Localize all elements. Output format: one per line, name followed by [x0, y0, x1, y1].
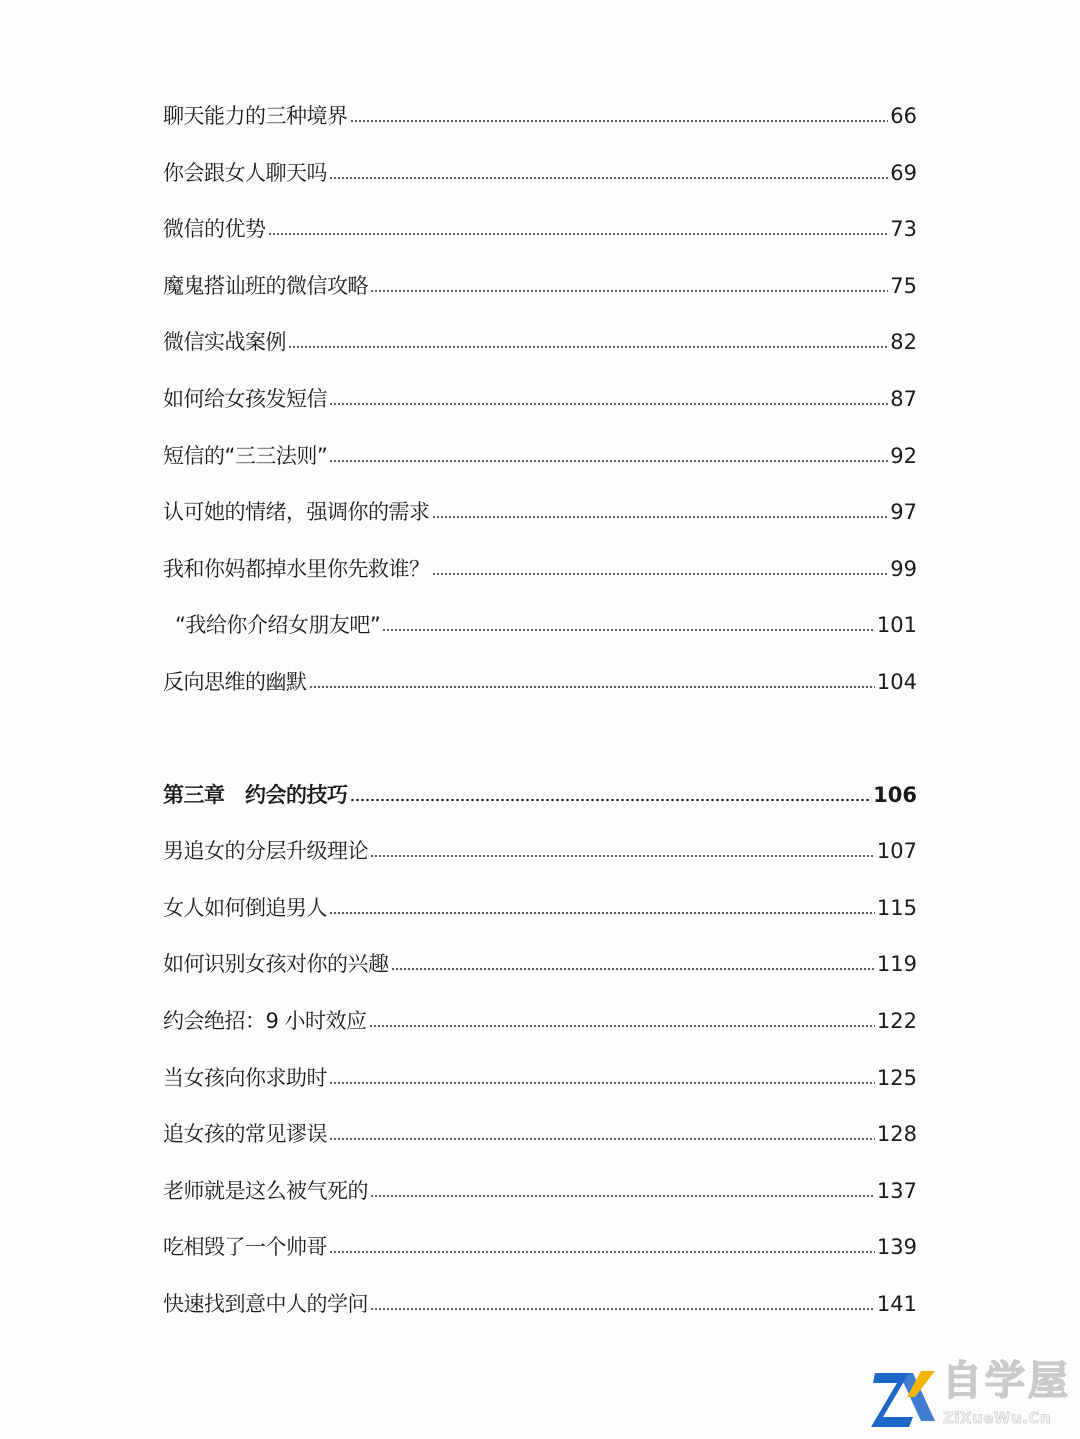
dot-leader [370, 1308, 875, 1310]
toc-entry-title: 女人如何倒追男人 [163, 895, 327, 920]
toc-entry-page: 125 [876, 1065, 917, 1090]
toc-entry[interactable] [163, 371, 917, 428]
toc-entry-title: 吃相毁了一个帅哥 [163, 1235, 327, 1260]
dot-leader [329, 177, 888, 179]
toc-entry-page: 66 [890, 104, 917, 128]
toc-entry-page: 82 [890, 330, 917, 355]
toc-entry-page: 104 [876, 669, 917, 694]
dot-leader [370, 855, 875, 857]
toc-entry-page: 119 [876, 952, 917, 977]
toc-entry-page: 99 [890, 556, 917, 581]
toc-entry[interactable] [163, 541, 917, 598]
toc-entry-page: 87 [890, 386, 917, 411]
toc-entry-title: 追女孩的常见谬误 [163, 1122, 327, 1147]
dot-leader [329, 460, 888, 462]
toc-entry[interactable] [163, 654, 917, 711]
toc-entry-title: 我和你妈都掉水里你先救谁？ [163, 556, 430, 581]
toc-entry-page: 107 [876, 839, 917, 864]
toc-entry-page: 92 [890, 443, 917, 468]
toc-entry[interactable] [163, 1106, 917, 1163]
toc-entry-page: 75 [890, 273, 917, 298]
toc-entry-title: 微信的优势 [163, 217, 266, 242]
dot-leader [288, 346, 888, 348]
toc-entry[interactable] [163, 1050, 917, 1107]
toc-entry[interactable] [163, 88, 917, 145]
toc-entry-title: 反向思维的幽默 [163, 669, 307, 694]
toc-chapter-heading[interactable] [163, 767, 917, 824]
chapter-page: 106 [873, 782, 917, 807]
toc-entry[interactable] [163, 258, 917, 315]
dot-leader [432, 516, 889, 518]
table-of-contents [163, 88, 917, 1332]
toc-entry-title: 当女孩向你求助时 [163, 1065, 327, 1090]
dot-leader [329, 1251, 875, 1253]
toc-entry-page: 141 [876, 1291, 917, 1316]
dot-leader [382, 629, 875, 631]
toc-entry-title: 聊天能力的三种境界 [163, 104, 348, 128]
toc-entry-page: 69 [890, 160, 917, 185]
watermark-brand: 自学屋 [942, 1357, 1071, 1404]
toc-entry-page: 128 [876, 1122, 917, 1147]
zx-logo-icon [869, 1365, 939, 1429]
dot-leader [369, 1025, 875, 1027]
dot-leader [370, 290, 888, 292]
dot-leader [432, 573, 889, 575]
toc-entry-page: 101 [876, 613, 917, 638]
toc-entry[interactable] [163, 1276, 917, 1333]
toc-entry-page: 115 [876, 895, 917, 920]
toc-entry[interactable] [163, 145, 917, 202]
toc-entry[interactable] [163, 484, 917, 541]
toc-entry[interactable] [163, 201, 917, 258]
toc-entry-page: 137 [876, 1178, 917, 1203]
dot-leader [350, 799, 872, 801]
toc-entry-title: 微信实战案例 [163, 330, 286, 355]
watermark-url: ZiXueWu.Cn [943, 1409, 1052, 1427]
dot-leader [329, 403, 888, 405]
dot-leader [329, 1138, 875, 1140]
dot-leader [309, 686, 875, 688]
dot-leader [329, 1082, 875, 1084]
toc-entry[interactable] [163, 993, 917, 1050]
toc-entry-title: “我给你介绍女朋友吧” [175, 613, 381, 638]
dot-leader [329, 912, 875, 914]
toc-entry[interactable] [163, 314, 917, 371]
toc-entry-title: 约会绝招：9 小时效应 [163, 1008, 367, 1033]
toc-entry-title: 如何给女孩发短信 [163, 386, 327, 411]
toc-entry[interactable] [163, 880, 917, 937]
dot-leader [370, 1195, 875, 1197]
chapter-title: 第三章 约会的技巧 [163, 782, 348, 807]
dot-leader [391, 968, 875, 970]
toc-entry-title: 快速找到意中人的学问 [163, 1291, 368, 1316]
toc-entry-title: 老师就是这么被气死的 [163, 1178, 368, 1203]
toc-entry-title: 认可她的情绪，强调你的需求 [163, 500, 430, 525]
toc-entry-title: 你会跟女人聊天吗 [163, 160, 327, 185]
toc-entry[interactable] [163, 936, 917, 993]
toc-entry-page: 139 [876, 1235, 917, 1260]
toc-entry[interactable] [163, 428, 917, 485]
toc-entry-title: 短信的“三三法则” [163, 443, 328, 468]
toc-entry-page: 73 [890, 217, 917, 242]
dot-leader [268, 233, 889, 235]
toc-entry[interactable] [163, 823, 917, 880]
dot-leader [350, 120, 889, 122]
toc-entry[interactable] [163, 597, 917, 654]
toc-entry-page: 97 [890, 500, 917, 525]
toc-entry-title: 如何识别女孩对你的兴趣 [163, 952, 389, 977]
site-watermark [869, 1359, 1074, 1435]
toc-entry[interactable] [163, 1163, 917, 1220]
toc-entry-title: 男追女的分层升级理论 [163, 839, 368, 864]
toc-entry-page: 122 [876, 1008, 917, 1033]
toc-entry-title: 魔鬼搭讪班的微信攻略 [163, 273, 368, 298]
toc-entry[interactable] [163, 1219, 917, 1276]
